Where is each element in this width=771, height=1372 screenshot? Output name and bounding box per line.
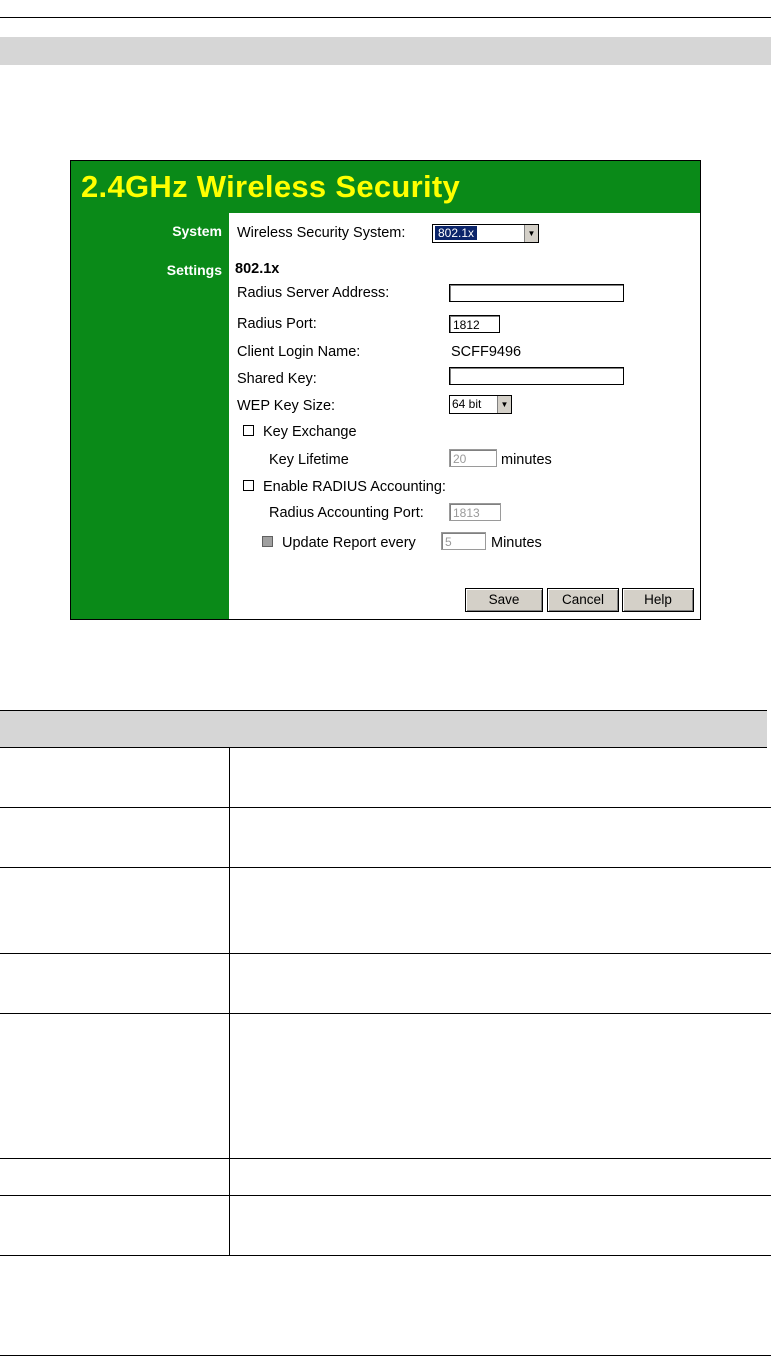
radius-accounting-label: Enable RADIUS Accounting:	[263, 479, 446, 495]
key-lifetime-label: Key Lifetime	[269, 452, 349, 468]
chevron-down-icon: ▼	[524, 225, 538, 242]
key-lifetime-input[interactable]: 20	[449, 449, 497, 467]
panel-content	[229, 213, 700, 619]
chevron-down-icon: ▼	[497, 396, 511, 413]
update-report-row	[262, 535, 416, 551]
key-exchange-checkbox[interactable]	[243, 425, 254, 436]
help-button[interactable]: Help	[622, 588, 694, 612]
wireless-security-panel	[70, 160, 701, 620]
table-column-divider	[229, 748, 230, 1255]
key-exchange-row	[243, 424, 357, 440]
key-exchange-label: Key Exchange	[263, 424, 357, 440]
security-system-select[interactable]	[432, 224, 539, 243]
table-row	[0, 1195, 771, 1196]
wep-key-size-label: WEP Key Size:	[237, 398, 336, 414]
table-row	[0, 807, 771, 808]
client-login-value: SCFF9496	[451, 344, 522, 360]
accounting-port-input[interactable]: 1813	[449, 503, 501, 521]
side-label-settings: Settings	[166, 262, 222, 278]
panel-sidebar	[71, 213, 229, 619]
update-report-unit: Minutes	[491, 535, 542, 551]
table-row	[0, 1255, 771, 1256]
cancel-button[interactable]: Cancel	[547, 588, 619, 612]
table-row	[0, 1013, 771, 1014]
client-login-label: Client Login Name:	[237, 344, 361, 360]
wep-key-size-select[interactable]	[449, 395, 512, 414]
save-button[interactable]: Save	[465, 588, 543, 612]
accounting-port-label: Radius Accounting Port:	[269, 505, 424, 521]
radius-server-input[interactable]	[449, 284, 624, 302]
security-system-label: Wireless Security System:	[237, 225, 406, 241]
update-report-checkbox[interactable]	[262, 536, 273, 547]
side-label-system: System	[172, 223, 222, 239]
wep-key-size-value: 64 bit	[452, 397, 482, 411]
panel-title-bar	[71, 161, 700, 213]
key-lifetime-unit: minutes	[501, 452, 552, 468]
table-header	[0, 710, 771, 748]
section-title: 802.1x	[235, 261, 280, 277]
radius-port-input[interactable]: 1812	[449, 315, 500, 333]
panel-title: 2.4GHz Wireless Security	[81, 169, 461, 204]
shared-key-label: Shared Key:	[237, 371, 317, 387]
table-row	[0, 953, 771, 954]
security-system-value: 802.1x	[435, 226, 477, 240]
radius-server-label: Radius Server Address:	[237, 285, 390, 301]
shared-key-input[interactable]	[449, 367, 624, 385]
radius-accounting-row	[243, 479, 446, 495]
radius-port-label: Radius Port:	[237, 316, 317, 332]
table-row	[0, 1158, 771, 1159]
radius-accounting-checkbox[interactable]	[243, 480, 254, 491]
header-rule	[0, 17, 771, 18]
table-row	[0, 867, 771, 868]
update-report-label: Update Report every	[282, 535, 416, 551]
footer-rule	[0, 1355, 771, 1356]
update-report-input[interactable]: 5	[441, 532, 486, 550]
table-header-edge	[767, 710, 771, 748]
section-heading-band	[0, 37, 771, 65]
